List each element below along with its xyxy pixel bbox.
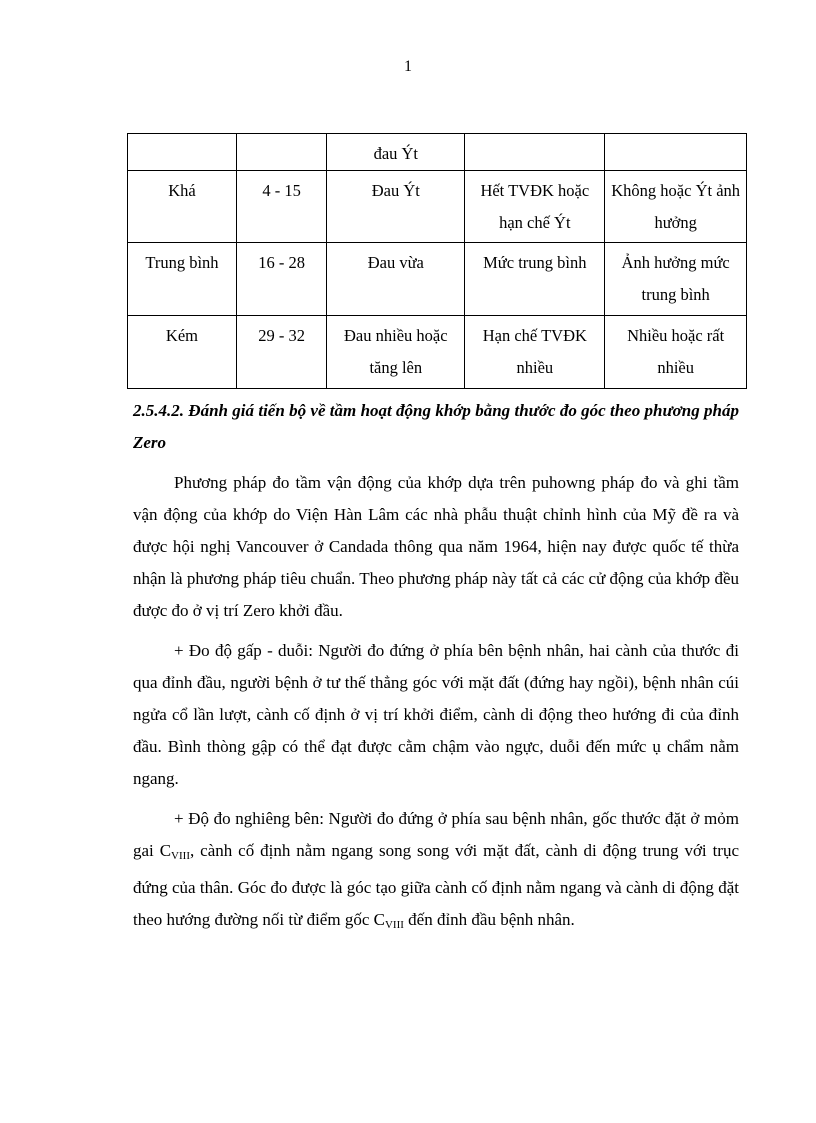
paragraph-text: đến đỉnh đầu bệnh nhân. — [403, 910, 575, 929]
table-cell — [236, 134, 326, 171]
table-cell: 16 - 28 — [236, 243, 326, 316]
table-cell: Đau Ýt — [327, 171, 465, 243]
paragraph-lateral-tilt — [133, 803, 739, 941]
table-cell — [465, 134, 605, 171]
table-row — [128, 243, 747, 316]
table-row — [128, 316, 747, 389]
table-cell — [128, 134, 237, 171]
table-cell: Đau nhiều hoặc tăng lên — [327, 316, 465, 389]
table-cell: Hết TVĐK hoặc hạn chế Ýt — [465, 171, 605, 243]
table-row — [128, 171, 747, 243]
table-cell: Nhiều hoặc rất nhiều — [605, 316, 747, 389]
table-cell: Không hoặc Ýt ảnh hưởng — [605, 171, 747, 243]
assessment-table — [127, 133, 747, 389]
table-cell: Mức trung bình — [465, 243, 605, 316]
paragraph-text: , cành cố định nằm ngang song song với mặt đất, cành di động trung với trục đứng của thân. Góc đo được là góc tạo giữa cành cố định nằm ngang và cành di động đặt theo hướng đường nối từ điểm gốc C — [133, 841, 740, 929]
table-cell — [605, 134, 747, 171]
table-cell: Hạn chế TVĐK nhiều — [465, 316, 605, 389]
table-cell: Kém — [128, 316, 237, 389]
paragraph-text: + Độ đo nghiêng bên: Người đo đứng ở phía sau bệnh nhân, gốc thước đặt ở mỏm gai C — [133, 809, 739, 860]
table-cell: Trung bình — [128, 243, 237, 316]
paragraph-method-intro: Phương pháp đo tầm vận động của khớp dựa trên puhowng pháp đo và ghi tầm vận động của khớp do Viện Hàn Lâm các nhà phẫu thuật chỉnh hình của Mỹ đề ra và được hội nghị Vancouver ở Candada thông qua năm 1964, hiện nay được quốc tế thừa nhận là phương pháp tiêu chuẩn. Theo phương pháp này tất cả các cử động của khớp đều được đo ở vị trí Zero khởi đầu. — [133, 473, 739, 620]
section-heading: 2.5.4.2. Đánh giá tiến bộ về tầm hoạt động khớp bằng thước đo góc theo phương pháp Zero — [133, 401, 739, 452]
table-row — [128, 134, 747, 171]
table-cell: 29 - 32 — [236, 316, 326, 389]
table-cell: Khá — [128, 171, 237, 243]
table-cell: Ảnh hưởng mức trung bình — [605, 243, 747, 316]
paragraph-flexion-extension: + Đo độ gấp - duỗi: Người đo đứng ở phía bên bệnh nhân, hai cành của thước đi qua đỉnh đầu, người bệnh ở tư thế thẳng góc với mặt đất (đứng hay ngồi), bệnh nhân cúi ngửa cổ lần lượt, cành cố định ở vị trí khởi điểm, cành di động theo hướng đi của đỉnh đầu. Bình thòng gập có thể đạt được cằm chậm vào ngực, duỗi đến mức ụ chẩm nằm ngang. — [133, 641, 739, 788]
page-number: 1 — [404, 58, 412, 75]
table-cell: Đau vừa — [327, 243, 465, 316]
table-cell: đau Ýt — [327, 134, 465, 171]
subscript: VIII — [171, 850, 190, 862]
subscript: VIII — [384, 919, 404, 931]
table-cell: 4 - 15 — [236, 171, 326, 243]
section-content — [133, 395, 739, 949]
